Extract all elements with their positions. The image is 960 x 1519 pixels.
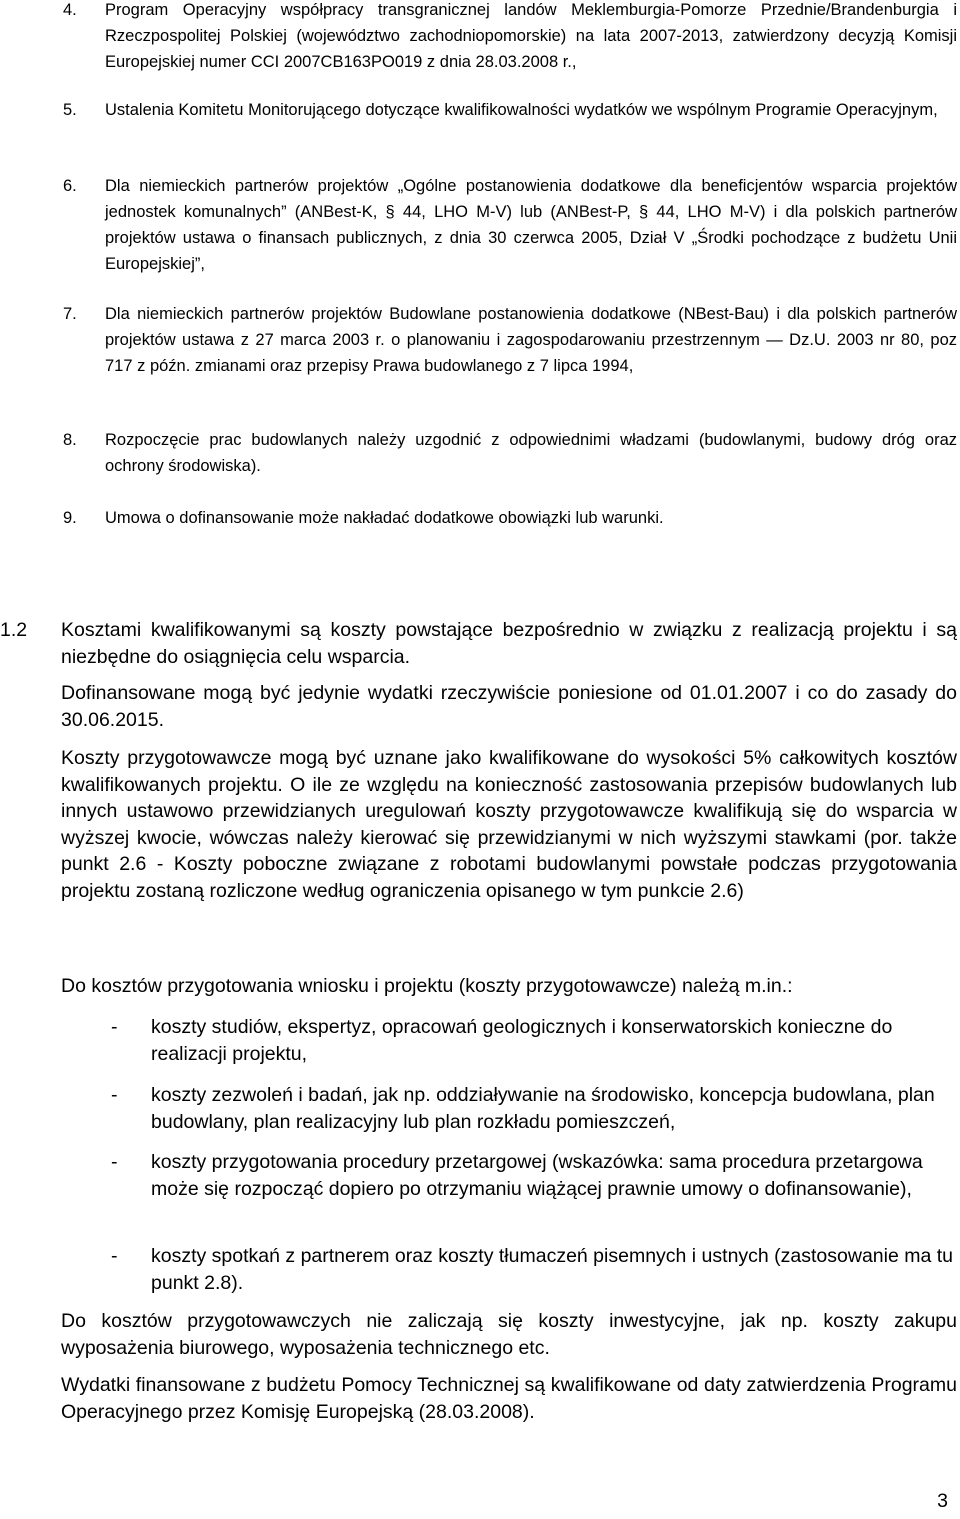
list-item-7 (0, 301, 957, 379)
list-item-8 (0, 427, 957, 479)
dash-item-tender (61, 1149, 957, 1202)
list-item-4 (0, 0, 957, 75)
dash-text: koszty zezwoleń i badań, jak np. oddziaływanie na środowisko, koncepcja budowlana, plan budowlany, plan realizacyjny lub plan rozkładu pomieszczeń, (151, 1084, 935, 1133)
dash-text: koszty przygotowania procedury przetargowej (wskazówka: sama procedura przetargowa może się rozpocząć dopiero po otrzymaniu wiążącej prawnie umowy o dofinansowanie), (151, 1151, 923, 1200)
page-number: 3 (937, 1490, 948, 1512)
dash-bullet: - (111, 1016, 118, 1038)
list-number: 7. (63, 305, 77, 323)
list-number: 4. (63, 1, 77, 19)
section-number: 1.2 (0, 619, 28, 641)
dash-bullet: - (111, 1245, 118, 1267)
list-item-5 (0, 97, 957, 123)
dash-bullet: - (111, 1084, 118, 1106)
dash-text: koszty spotkań z partnerem oraz koszty tłumaczeń pisemnych i ustnych (zastosowanie ma tu punkt 2.8). (151, 1245, 954, 1294)
dash-bullet: - (111, 1151, 118, 1173)
dash-item-studies (61, 1014, 957, 1067)
list-text: Rozpoczęcie prac budowlanych należy uzgodnić z odpowiednimi władzami (budowlanymi, budowy dróg oraz ochrony środowiska). (105, 431, 957, 475)
list-item-6 (0, 173, 957, 277)
list-number: 8. (63, 431, 77, 449)
dash-text: koszty studiów, ekspertyz, opracowań geologicznych i konserwatorskich konieczne do realizacji projektu, (151, 1016, 893, 1065)
list-text: Dla niemieckich partnerów projektów „Ogólne postanowienia dodatkowe dla beneficjentów wsparcia projektów jednostek komunalnych” (ANBest-K, § 44, LHO M-V) lub (ANBest-P, § 44, LHO M-V) i dla polskich partnerów projektów ustawa o finansach publicznych, z dnia 30 czerwca 2005, Dział V „Środki pochodzące z budżetu Unii Europejskiej”, (105, 177, 957, 273)
paragraph-eligibility-period: Dofinansowane mogą być jedynie wydatki rzeczywiście poniesione od 01.01.2007 i co do zasady do 30.06.2015. (61, 682, 957, 731)
list-number: 9. (63, 509, 77, 527)
dash-item-meetings (61, 1243, 957, 1296)
list-text: Dla niemieckich partnerów projektów Budowlane postanowienia dodatkowe (NBest-Bau) i dla polskich partnerów projektów ustawa z 27 marca 2003 r. o planowaniu i zagospodarowaniu przestrzennym — Dz.U. 2003 nr 80, poz 717 z późn. zmianami oraz przepisy Prawa budowlanego z 7 lipca 1994, (105, 305, 957, 375)
paragraph-preparatory-costs: Koszty przygotowawcze mogą być uznane jako kwalifikowane do wysokości 5% całkowitych kosztów kwalifikowanych projektu. O ile ze względu na konieczność zastosowania przepisów budowlanych lub innych ustawowo przewidzianych uregulowań koszty przygotowawcze kwalifikują się do wsparcia w wyższej kwocie, wówczas należy kierować się przewidzianymi w nich wyższymi stawkami (por. także punkt 2.6 - Koszty poboczne związane z robotami budowlanymi powstałe podczas przygotowania projektu zostaną rozliczone według ograniczenia opisanego w tym punkcie 2.6) (61, 747, 957, 902)
list-text: Ustalenia Komitetu Monitorującego dotyczące kwalifikowalności wydatków we wspólnym Programie Operacyjnym, (105, 101, 938, 119)
list-number: 5. (63, 101, 77, 119)
list-text: Umowa o dofinansowanie może nakładać dodatkowe obowiązki lub warunki. (105, 509, 664, 527)
dash-item-permits (61, 1082, 957, 1135)
list-text: Program Operacyjny współpracy transgranicznej landów Meklemburgia-Pomorze Przednie/Brandenburgia i Rzeczpospolitej Polskiej (województwo zachodniopomorskie) na lata 2007-2013, zatwierdzony decyzją Komisji Europejskiej numer CCI 2007CB163PO019 z dnia 28.03.2008 r., (105, 1, 957, 71)
section-intro-text: Kosztami kwalifikowanymi są koszty powstające bezpośrednio w związku z realizacją projektu i są niezbędne do osiągnięcia celu wsparcia. (61, 619, 957, 668)
list-number: 6. (63, 177, 77, 195)
paragraph-costs-list-intro: Do kosztów przygotowania wniosku i projektu (koszty przygotowawcze) należą m.in.: (61, 975, 793, 997)
paragraph-excluded-costs: Do kosztów przygotowawczych nie zaliczają się koszty inwestycyjne, jak np. koszty zakupu wyposażenia biurowego, wyposażenia technicznego etc. (61, 1310, 957, 1359)
list-item-9 (0, 505, 957, 531)
paragraph-technical-assistance: Wydatki finansowane z budżetu Pomocy Technicznej są kwalifikowane od daty zatwierdzenia Programu Operacyjnego przez Komisję Europejską (28.03.2008). (61, 1374, 957, 1423)
section-intro (0, 617, 957, 670)
